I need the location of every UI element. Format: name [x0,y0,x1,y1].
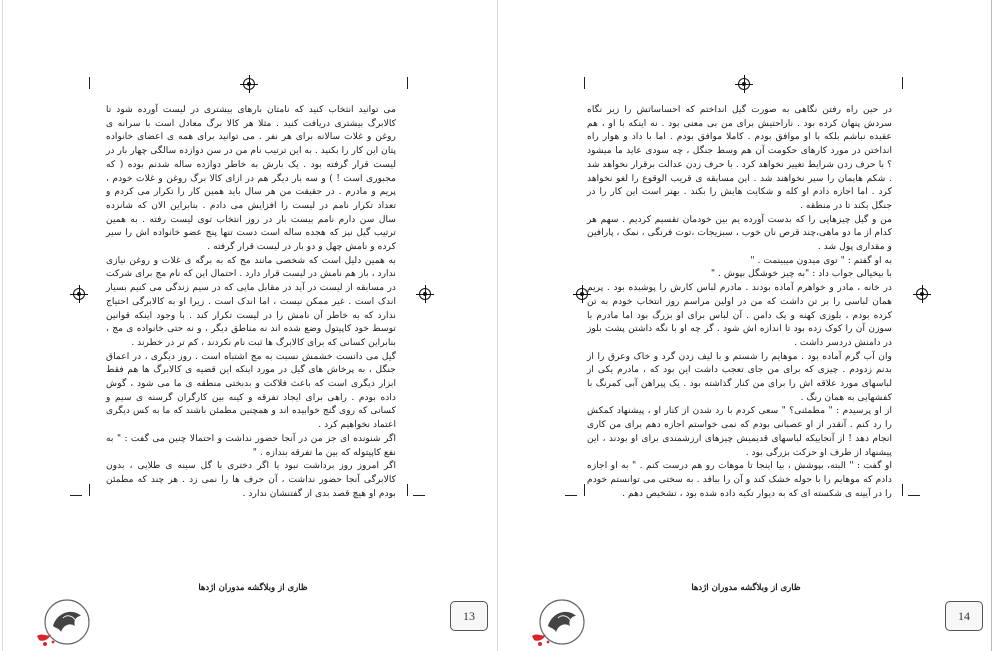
crop-mark [89,77,90,89]
paragraph: در حین راه رفتن نگاهی به صورت گیل انداختم که احساساتش را زیر نگاه سردش پنهان کرده بود . ناراحتیش برای من بی معنی بود . نه اینکه با او ، هم عقیده نباشم بلکه با او موافق بودم . کاملا موافق بودم . اما با داد و هوار راه انداختن در مورد کارهای حکومت آن هم وسط جنگل ، چه سودی عاید ما میشود ؟ با حرف زدن شرایط تغییر نخواهد کرد . با حرف زدن عدالت برقرار نخواهد شد . شکم هایمان را سیر نخواهند شد . این مسابقه ی قریب الوقوع را لغو نخواهد کرد . اما اجازه دادم او کله و شکایت هایش را بکند . بهتر است این کار را در جنگل بکند تا در منطقه . [587,104,892,211]
registration-mark-icon [738,78,750,90]
page-number: 13 [450,601,488,631]
crop-mark [407,77,408,89]
registration-mark-icon [73,288,85,300]
paragraph: به همین دلیل است که شخصی مانند مج که به برگه ی غلات و روغن نیازی ندارد ، باز هم نامش در لیست قرار دارد . احتمال این که نام مج برای شرکت در مسابقه از لیست در آید در مقابل مایی که در سیم زندگی می کنیم بسیار اندک است . غیر ممکن نیست ، اما اندک است . زیرا او به کالابرگی احتیاج ندارد که به خاطر آن نامش را در لیست تکرار کند . با وجود اینکه قوانین توسط خود کاپیتول وضع شده اند نه مناطق دیگر ، و نه حتی خانواده ی مج ، بنابراین کسانی که برای کالابرگ ها ثبت نام نکردند ، کم تر در خطرند . [106,254,396,348]
page-body-text [106,103,396,500]
paragraph: در خانه ، مادر و خواهرم آماده بودند . مادرم لباس کارش را پوشیده بود . پریم همان لباسی را بر تن داشت که من در اولین مراسم روز انتخاب خودم به تن کرده بودم ، بلوزی کهنه و یک دامن . آن لباس برای او بزرگ بود اما مادرم با سوزن آن را کوک زده بود تا اندازه اش شود . گر چه او با نگه داشتن پشت بلوز در دامنش دردسر داشت . [587,282,892,348]
paragraph: گیل می دانست خشمش نسبت به مج اشتباه است . روز دیگری ، در اعماق جنگل ، به پرخاش های گیل در مورد اینکه این قضیه ی کالابرگ ها هم فقط ابزار دیگری است که باعث فلاکت و بدبختی منطقه ی ما می شود ، گوش داده بودم . راهی برای ایجاد تفرقه و کینه بین کارگران گرسنه ی سیم و کسانی که روی گنج خوابیده اند و همچنین مطمئن باشند که ما به کس دیگری اعتماد نخواهیم کرد . [106,350,396,431]
dragon-emblem-icon [528,586,590,648]
paragraph: به او گفتم : " توی میدون میبینمت . " [750,254,892,266]
crop-mark [565,495,577,496]
paragraph: با بیخیالی جواب داد : "به چیز خوشگل بپوش . " [710,268,892,280]
registration-mark-icon [243,78,255,90]
page-13 [2,0,498,651]
page-14 [497,0,992,651]
crop-mark [70,495,82,496]
crop-mark [89,484,90,496]
crop-mark [902,484,903,496]
paragraph: می توانید انتخاب کنید که نامتان بارهای بیشتری در لیست آورده شود تا کالابرگ بیشتری دریافت کنید . مثلا هر کالا برگ معادل است با سرانه ی روغن و غلات سالانه برای هر نفر . می توانید برای همه ی اعضای خانواده پتان این کار را بکنید . به این ترتیب نام من در سن دوازده سالگی چهار بار در لیست قرار گرفته بود . یک بارش به خاطر دوازده ساله شدنم بوده ( که مجبوری است ! ) و سه بار دیگر هم در ازای کالا برگ روغن و غلات خودم ، پریم و مادرم . در حقیقت من هر سال باید همین کار را تکرار می کردم و تعداد تکرار نامم در لیست را افزایش می دادم . بنابراین الان که شانزده سال سن دارم نامم بیست بار در روز انتخاب توی لیست رفته . به همین ترتیب گیل نیز که هجده ساله است دست تنها پنج عضو خانواده اش را سیر کرده و نامش چهل و دو بار در لیست قرار گرفته . [106,104,396,253]
page-body-text [587,103,892,500]
crop-mark [902,77,903,89]
registration-mark-icon [916,288,928,300]
registration-mark-icon [419,288,431,300]
crop-mark [413,495,425,496]
footer-book-title: ظاری از وبلاگشه مدوران اژدها [691,583,801,593]
crop-mark [908,495,920,496]
dragon-emblem-icon [33,586,95,648]
footer-book-title: ظاری از وبلاگشه مدوران اژدها [198,583,308,593]
paragraph: وان آب گرم آماده بود . موهایم را شستم و با لیف زدن گرد و خاک وعرق را از بدنم زدودم . چیزی که برای من جای تعجب داشت این بود که ، مادرم یکی از لباسهای مورد علاقه اش را برای من کنار گذاشته بود . یک پیراهن آبی کمرنگ با کفشهایی به همان رنگ . [587,350,892,403]
paragraph: اگر امروز روز برداشت نبود یا اگر دختری با گل سینه ی طلایی ، بدون کالابرگی آنجا حضور نداشت ، آن حرف ها را نمی زد . هر چند که مطمئن بودم او هیچ قصد بدی از گفتنشان ندارد . [106,460,396,499]
paragraph: اگر شنونده ای جز من در آنجا حضور نداشت و احتمالا چنین می گفت : " به نفع کاپیتوله که بین ما تفرقه بندازه . " [106,432,396,458]
page-number: 14 [945,601,983,631]
paragraph: من و گیل چیزهایی را که بدست آورده یم بین خودمان تقسیم کردیم . سهم هر کدام از ما دو ماهی،چند قرص نان خوب ، سبزیجات ،توت فرنگی ، نمک ، پارافین و مقداری پول شد . [587,213,892,253]
paragraph: او گفت : " البته، بپوشش ، بیا اینجا تا موهات رو هم درست کنم . " به او اجازه دادم که موهایم را با حوله خشک کند و آن را ببافد . به سختی می توانستم خودم را در آیینه ی شکسته ای که به دیوار تکیه داده شده بود ، تشخیص دهم . [587,460,892,499]
crop-mark [584,484,585,496]
crop-mark [407,484,408,496]
paragraph: از او پرسیدم : " مطمئنی؟ " سعی کردم با رد شدن از کنار او ، پیشنهاد کمکش را رد کنم . آنقدر از او عصبانی بودم که نمی خواستم اجازه دهم برای من کاری انجام دهد ! از آنجاییکه لباسهای قدیمیش چیزهای ارزشمندی برای او بودند ، این پیشنهاد از طرف او حرکت بزرگی بود . [587,405,892,458]
crop-mark [584,77,585,89]
